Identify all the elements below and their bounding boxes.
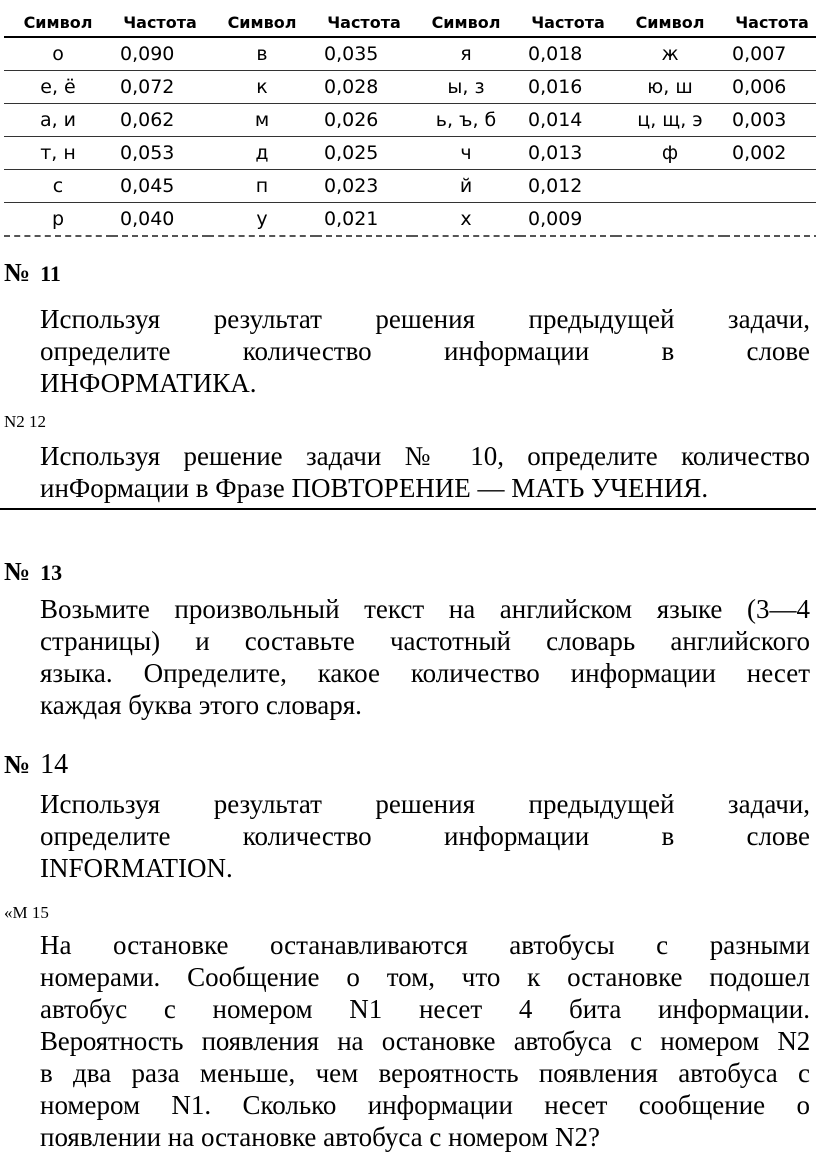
frequency-cell: 0,090 <box>112 37 208 71</box>
header-frequency: Частота <box>316 8 412 37</box>
table-row <box>4 71 816 104</box>
number-sign: № <box>4 258 31 287</box>
symbol-cell: ц, щ, э <box>616 104 724 137</box>
text-line: номером N1. Сколько информации несет сообщение о <box>40 1090 810 1120</box>
frequency-cell: 0,016 <box>520 71 616 104</box>
symbol-cell: х <box>412 203 520 237</box>
frequency-cell: 0,012 <box>520 170 616 203</box>
text-line: определите количество информации в слове <box>40 821 810 851</box>
symbol-cell: к <box>208 71 316 104</box>
frequency-cell: 0,028 <box>316 71 412 104</box>
frequency-cell <box>724 203 816 237</box>
frequency-cell: 0,002 <box>724 137 816 170</box>
text-line: языка. Определите, какое количество информации несет <box>40 658 810 688</box>
header-symbol: Символ <box>4 8 112 37</box>
task-14-heading <box>4 750 68 780</box>
task-13-heading <box>4 557 62 588</box>
frequency-cell: 0,023 <box>316 170 412 203</box>
number-sign: № <box>4 557 31 586</box>
frequency-cell: 0,003 <box>724 104 816 137</box>
symbol-cell: п <box>208 170 316 203</box>
header-symbol: Символ <box>208 8 316 37</box>
frequency-cell <box>724 170 816 203</box>
frequency-cell: 0,009 <box>520 203 616 237</box>
header-frequency: Частота <box>520 8 616 37</box>
task-12-text <box>40 440 810 504</box>
symbol-cell: ь, ъ, б <box>412 104 520 137</box>
symbol-cell: т, н <box>4 137 112 170</box>
frequency-cell: 0,053 <box>112 137 208 170</box>
task-number: 11 <box>40 261 61 286</box>
symbol-cell <box>616 203 724 237</box>
symbol-cell: в <box>208 37 316 71</box>
header-symbol: Символ <box>412 8 520 37</box>
symbol-cell: ч <box>412 137 520 170</box>
text-line: номерами. Сообщение о том, что к остановке подошел <box>40 962 810 992</box>
symbol-cell: м <box>208 104 316 137</box>
text-line: автобус с номером N1 несет 4 бита информации. <box>40 994 810 1024</box>
text-line: Используя результат решения предыдущей задачи, <box>40 304 810 334</box>
symbol-cell: р <box>4 203 112 237</box>
frequency-cell: 0,035 <box>316 37 412 71</box>
symbol-cell: ю, ш <box>616 71 724 104</box>
header-frequency: Частота <box>724 8 816 37</box>
symbol-cell: о <box>4 37 112 71</box>
task-11-text <box>40 303 810 399</box>
number-sign: № <box>4 750 31 779</box>
symbol-cell: е, ё <box>4 71 112 104</box>
frequency-cell: 0,021 <box>316 203 412 237</box>
symbol-cell: я <box>412 37 520 71</box>
task-15-text <box>40 929 810 1153</box>
header-symbol: Символ <box>616 8 724 37</box>
frequency-cell: 0,025 <box>316 137 412 170</box>
text-line: INFORMATION. <box>40 853 233 883</box>
frequency-cell: 0,040 <box>112 203 208 237</box>
frequency-cell: 0,045 <box>112 170 208 203</box>
text-line: каждая буква этого словаря. <box>40 690 362 720</box>
frequency-cell: 0,006 <box>724 71 816 104</box>
frequency-cell: 0,013 <box>520 137 616 170</box>
symbol-cell: д <box>208 137 316 170</box>
text-line: в два раза меньше, чем вероятность появления автобуса с <box>40 1058 810 1088</box>
text-line: появлении на остановке автобуса с номером N2? <box>40 1122 600 1152</box>
task-15-label: «М 15 <box>4 903 49 922</box>
symbol-cell: ж <box>616 37 724 71</box>
symbol-cell: с <box>4 170 112 203</box>
frequency-cell: 0,026 <box>316 104 412 137</box>
table-row <box>4 170 816 203</box>
header-frequency: Частота <box>112 8 208 37</box>
frequency-cell: 0,062 <box>112 104 208 137</box>
task-11-heading <box>4 258 61 289</box>
table-row <box>4 104 816 137</box>
symbol-cell <box>616 170 724 203</box>
text-line: страницы) и составьте частотный словарь английского <box>40 626 810 656</box>
task-number: 13 <box>40 560 63 585</box>
symbol-cell: ф <box>616 137 724 170</box>
symbol-cell: ы, з <box>412 71 520 104</box>
table-row <box>4 37 816 71</box>
symbol-cell: й <box>412 170 520 203</box>
text-line: Используя результат решения предыдущей задачи, <box>40 789 810 819</box>
text-line: Вероятность появления на остановке автобуса с номером N2 <box>40 1026 810 1056</box>
text-line: инФормации в Фразе ПОВТОРЕНИЕ — МАТЬ УЧЕНИЯ. <box>40 473 709 503</box>
frequency-cell: 0,014 <box>520 104 616 137</box>
frequency-cell: 0,007 <box>724 37 816 71</box>
text-line: Используя решение задачи № 10, определите количество <box>40 441 810 471</box>
task-number: 14 <box>40 749 69 780</box>
task-13-text <box>40 593 810 721</box>
frequency-cell: 0,072 <box>112 71 208 104</box>
task-14-text <box>40 788 810 884</box>
frequency-table <box>4 8 816 237</box>
text-line: ИНФОРМАТИКА. <box>40 368 257 398</box>
table-row <box>4 137 816 170</box>
frequency-cell: 0,018 <box>520 37 616 71</box>
text-line: определите количество информации в слове <box>40 336 810 366</box>
symbol-cell: у <box>208 203 316 237</box>
table-row <box>4 203 816 237</box>
divider <box>0 508 816 510</box>
symbol-cell: а, и <box>4 104 112 137</box>
text-line: На остановке останавливаются автобусы с разными <box>40 930 810 960</box>
text-line: Возьмите произвольный текст на английском языке (3—4 <box>40 594 810 624</box>
task-12-label: N2 12 <box>4 412 47 431</box>
table-header-row <box>4 8 816 37</box>
